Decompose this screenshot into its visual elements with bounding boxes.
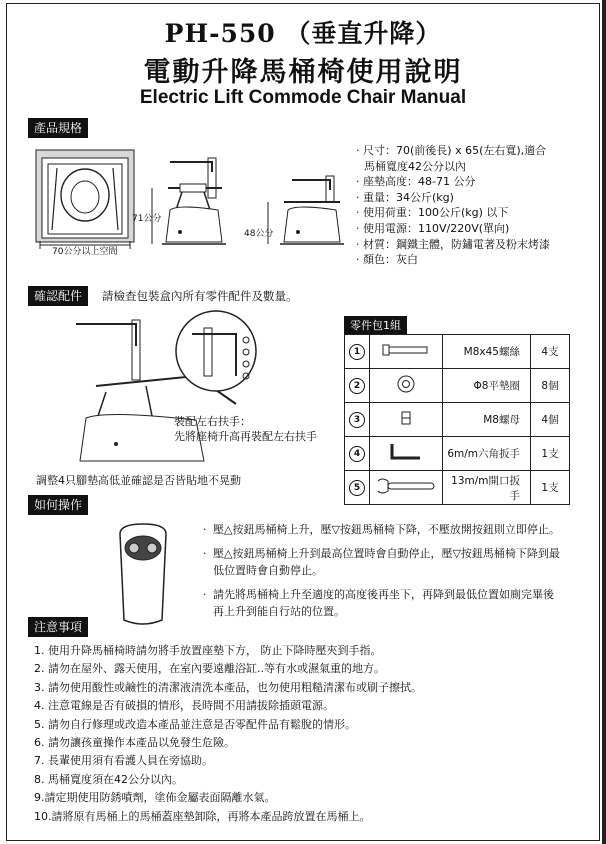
bolt-icon [383,344,429,356]
nut-icon [401,411,411,425]
operation-item: · 壓△按鈕馬桶椅上升，壓▽按鈕馬桶椅下降，不壓放開按鈕則立即停止。 [203,523,560,536]
remote-control-illustration [112,520,174,630]
parts-note: 請檢查包裝盒內所有零件配件及數量。 [102,289,298,303]
table-row [345,471,570,505]
item-number: 4 [349,446,365,462]
operation-list [203,521,563,627]
part-name: 13m/m開口扳手 [443,471,531,505]
spec-item: · 座墊高度：48-71 公分 [356,175,476,189]
part-name: 6m/m六角扳手 [443,437,531,471]
washer-icon [396,374,416,394]
kit-header: 零件包1組 [344,316,407,334]
chinese-title: 電動升降馬桶椅使用說明 [143,57,463,88]
side-view-lowered-diagram [252,170,347,255]
spec-item: · 材質：鋼鐵主體，防鏽電著及粉末烤漆 [356,237,550,251]
item-number: 5 [349,480,365,496]
part-qty: 4個 [531,403,570,437]
parts-table [344,334,570,505]
note-item: 4. 注意電線是否有破損的情形，長時間不用請拔除插頭電源。 [34,699,334,713]
part-qty: 4支 [531,335,570,369]
section-header-spec: 產品規格 [28,118,88,138]
table-row [345,437,570,471]
model-title: PH-550 （垂直升降） [164,19,442,48]
feet-label: 調整4只腳墊高低並確認是否皆貼地不晃動 [36,474,241,487]
armrest-label-1: 裝配左右扶手： [174,415,251,428]
item-number: 1 [349,344,365,360]
armrest-label-2: 先將座椅升高再裝配左右扶手 [174,430,317,443]
spec-item: · 重量：34公斤(kg) [356,190,454,204]
operation-item: · 請先將馬桶椅上升至適度的高度後再坐下，再降到最低位置如廁完畢後再上升到能自行站的位置。 [203,587,554,618]
section-header-parts: 確認配件 [28,286,88,306]
spec-item: · 使用電源：110V/220V(單向) [356,221,510,235]
section-header-operation: 如何操作 [28,495,88,515]
note-item: 7. 長輩使用須有看護人員在旁協助。 [34,754,213,768]
item-number: 3 [349,412,365,428]
part-qty: 1支 [531,437,570,471]
part-name: M8螺母 [443,403,531,437]
note-item: 2. 請勿在屋外、露天使用，在室內要遠離浴缸..等有水或濕氣重的地方。 [34,662,385,676]
height-48-label: 48公分 [244,229,274,239]
spec-item: · 顏色：灰白 [356,253,418,267]
width-label: 70公分以上空間 [52,247,118,257]
part-qty: 8個 [531,369,570,403]
part-name: Φ8平墊圈 [443,369,531,403]
open-wrench-icon [376,477,436,495]
table-row [345,335,570,369]
spec-item: · 尺寸：70(前後長) x 65(左右寬),適合 [356,144,547,157]
height-71-label: 71公分 [132,214,162,224]
note-item: 1. 使用升降馬桶椅時請勿將手放置座墊下方， 防止下降時壓夾到手指。 [34,644,382,657]
table-row [345,403,570,437]
side-view-raised-diagram [140,150,235,255]
assembly-diagram [76,316,266,476]
note-item: 5. 請勿自行修理或改造本產品並注意是否零配件品有鬆脫的情形。 [34,717,356,731]
spec-item: · 使用荷重：100公斤(kg) 以下 [356,206,509,220]
note-item: 8. 馬桶寬度須在42公分以內。 [34,772,183,786]
right-edge-bar [602,0,606,844]
hex-key-icon [388,442,424,462]
operation-item: · 壓△按鈕馬桶椅上升到最高位置時會自動停止，壓▽按鈕馬桶椅下降到最低位置時會自動停止。 [203,546,560,577]
note-item: 10.請將原有馬桶上的馬桶蓋座墊卸除，再將本產品跨放置在馬桶上。 [34,809,371,823]
section-header-notes: 注意事項 [28,617,88,637]
spec-item: 馬桶寬度42公分以內 [364,159,466,173]
note-item: 3. 請勿使用酸性或鹼性的清潔液清洗本產品，也勿使用粗糙清潔布或刷子擦拭。 [34,680,422,694]
item-number: 2 [349,378,365,394]
spec-list [356,143,586,268]
note-item: 6. 請勿讓孩童操作本產品以免發生危險。 [34,736,235,750]
note-item: 9.請定期使用防銹噴劑，塗佈金屬表面隔離水氣。 [34,791,276,805]
part-name: M8x45螺絲 [443,335,531,369]
notes-list [34,642,574,826]
english-title: Electric Lift Commode Chair Manual [139,87,467,108]
part-qty: 1支 [531,471,570,505]
table-row [345,369,570,403]
